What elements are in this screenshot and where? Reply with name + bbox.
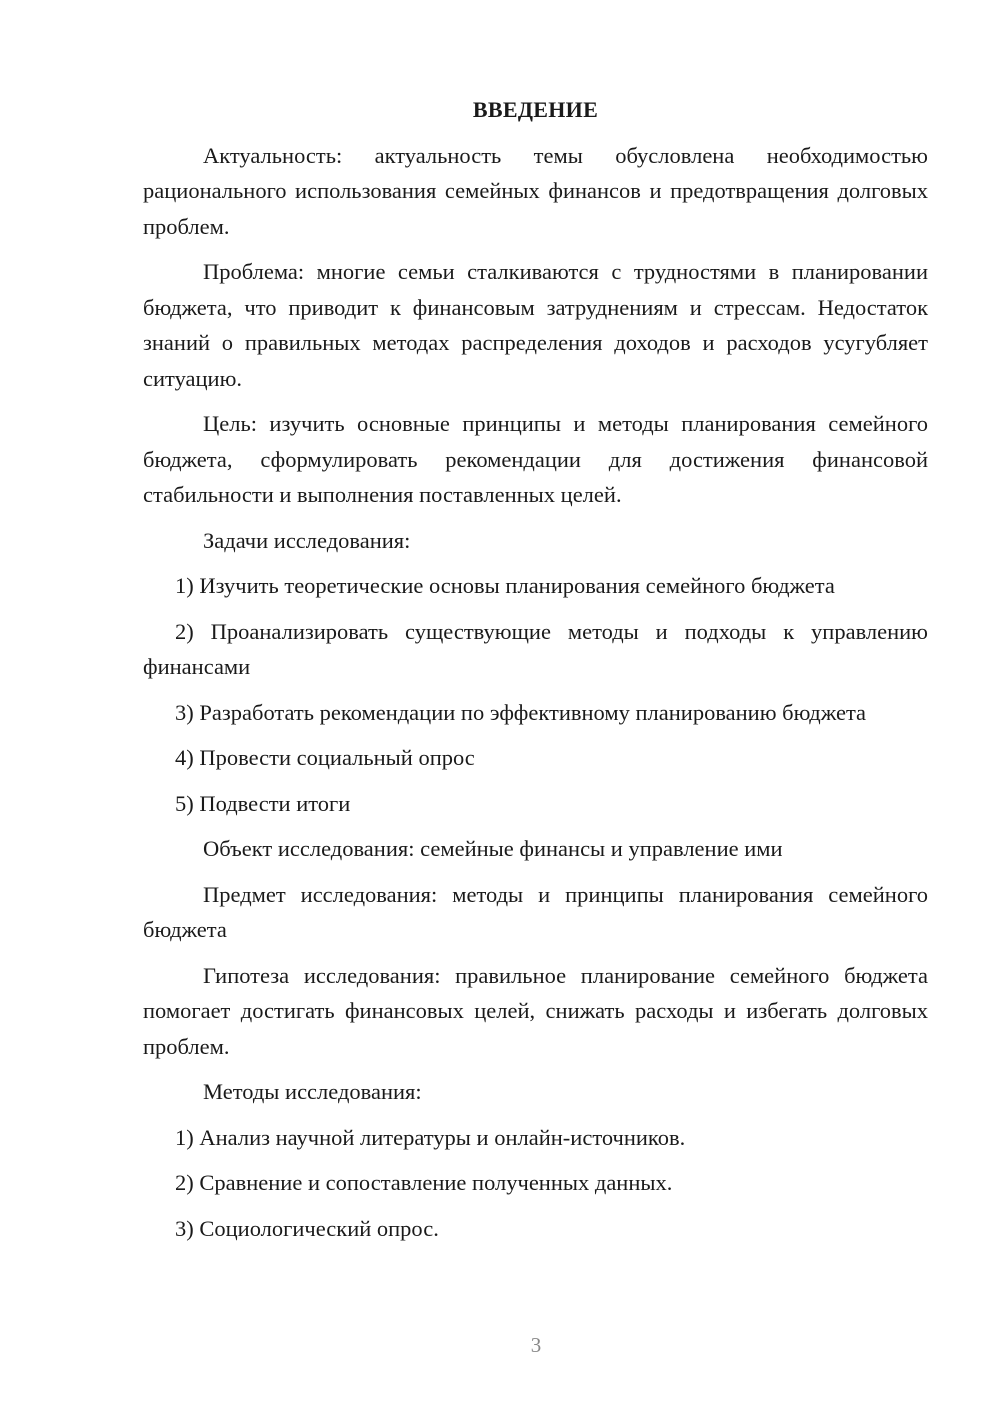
task-item-1: 1) Изучить теоретические основы планирования семейного бюджета — [175, 573, 835, 598]
methods-heading: Методы исследования: — [203, 1079, 422, 1104]
paragraph-object: Объект исследования: семейные финансы и управление ими — [203, 836, 783, 861]
paragraph-problem: Проблема: многие семьи сталкиваются с трудностями в планировании бюджета, что приводит к финансовым затруднениям и стрессам. Недостаток знаний о правильных методах распределения доходов и расходов усугубляет ситуацию. — [143, 259, 928, 391]
tasks-heading: Задачи исследования: — [203, 527, 411, 553]
method-item-1: 1) Анализ научной литературы и онлайн-источников. — [175, 1124, 686, 1150]
page-title: ВВЕДЕНИЕ — [472, 97, 599, 122]
task-item-3: 3) Разработать рекомендации по эффективному планированию бюджета — [175, 699, 867, 725]
page-number: 3 — [530, 1333, 542, 1357]
method-item-3: 3) Социологический опрос. — [175, 1215, 439, 1241]
page-content — [143, 92, 928, 1256]
task-item-5: 5) Подвести итоги — [175, 790, 351, 816]
method-item-2: 2) Сравнение и сопоставление полученных данных. — [175, 1170, 673, 1195]
paragraph-relevance: Актуальность: актуальность темы обусловлена необходимостью рационального использования семейных финансов и предотвращения долговых проблем. — [143, 142, 928, 239]
paragraph-subject: Предмет исследования: методы и принципы планирования семейного бюджета — [143, 881, 928, 942]
task-item-4: 4) Провести социальный опрос — [175, 745, 475, 770]
paragraph-hypothesis: Гипотеза исследования: правильное планирование семейного бюджета помогает достигать финансовых целей, снижать расходы и избегать долговых проблем. — [143, 962, 928, 1059]
task-item-2: 2) Проанализировать существующие методы и подходы к управлению финансами — [143, 618, 928, 679]
paragraph-goal: Цель: изучить основные принципы и методы планирования семейного бюджета, сформулировать рекомендации для достижения финансовой стабильности и выполнения поставленных целей. — [143, 411, 928, 507]
